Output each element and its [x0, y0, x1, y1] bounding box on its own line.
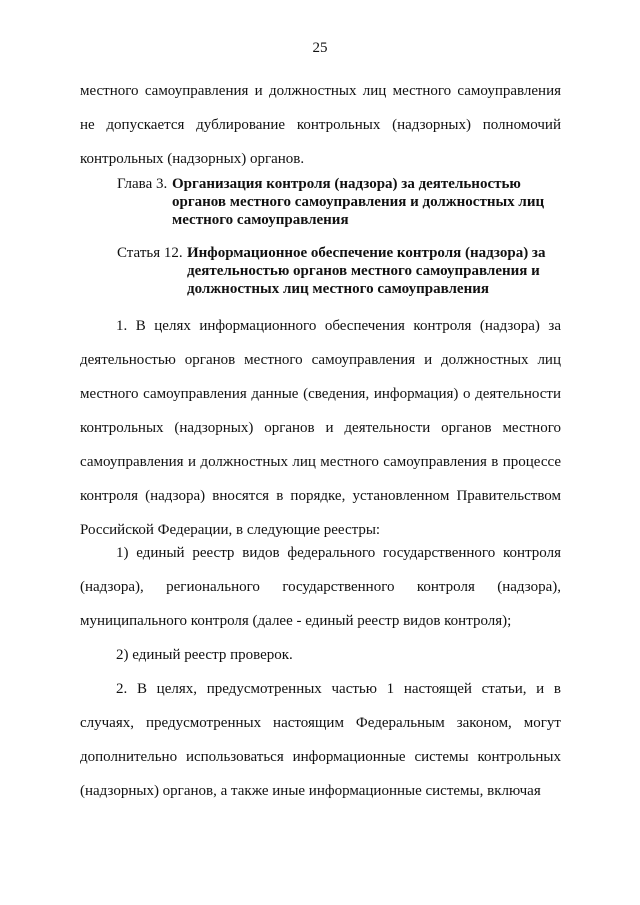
chapter-heading: [117, 175, 547, 229]
list-item-1: 1) единый реестр видов федерального государственного контроля (надзора), регионального государственного контроля (надзора), муниципального контроля (далее - единый реестр видов контроля);: [80, 545, 561, 629]
article-title: Информационное обеспечение контроля (надзора) за деятельностью органов местного самоуправления и должностных лиц местного самоуправления: [187, 245, 546, 297]
article-number: Статья 12.: [117, 245, 183, 261]
article-heading: [117, 244, 567, 298]
paragraph-1: 1. В целях информационного обеспечения контроля (надзора) за деятельностью органов местного самоуправления и должностных лиц местного самоуправления данные (сведения, информация) о деятельности контрольных (надзорных) органов и деятельности органов местного самоуправления и должностных лиц местного самоуправления в процессе контроля (надзора) вносятся в порядке, установленном Правительством Российской Федерации, в следующие реестры:: [80, 318, 561, 538]
list-item-2: 2) единый реестр проверок.: [116, 647, 293, 663]
chapter-number: Глава 3.: [117, 176, 168, 192]
page-number: 25: [312, 40, 328, 56]
chapter-title: Организация контроля (надзора) за деятельностью органов местного самоуправления и должностных лиц местного самоуправления: [172, 176, 545, 228]
paragraph-2: 2. В целях, предусмотренных частью 1 настоящей статьи, и в случаях, предусмотренных настоящим Федеральным законом, могут дополнительно использоваться информационные системы контрольных (надзорных) органов, а также иные информационные системы, включая: [80, 681, 561, 799]
intro-paragraph: местного самоуправления и должностных лиц местного самоуправления не допускается дублирование контрольных (надзорных) полномочий контрольных (надзорных) органов.: [80, 83, 561, 167]
